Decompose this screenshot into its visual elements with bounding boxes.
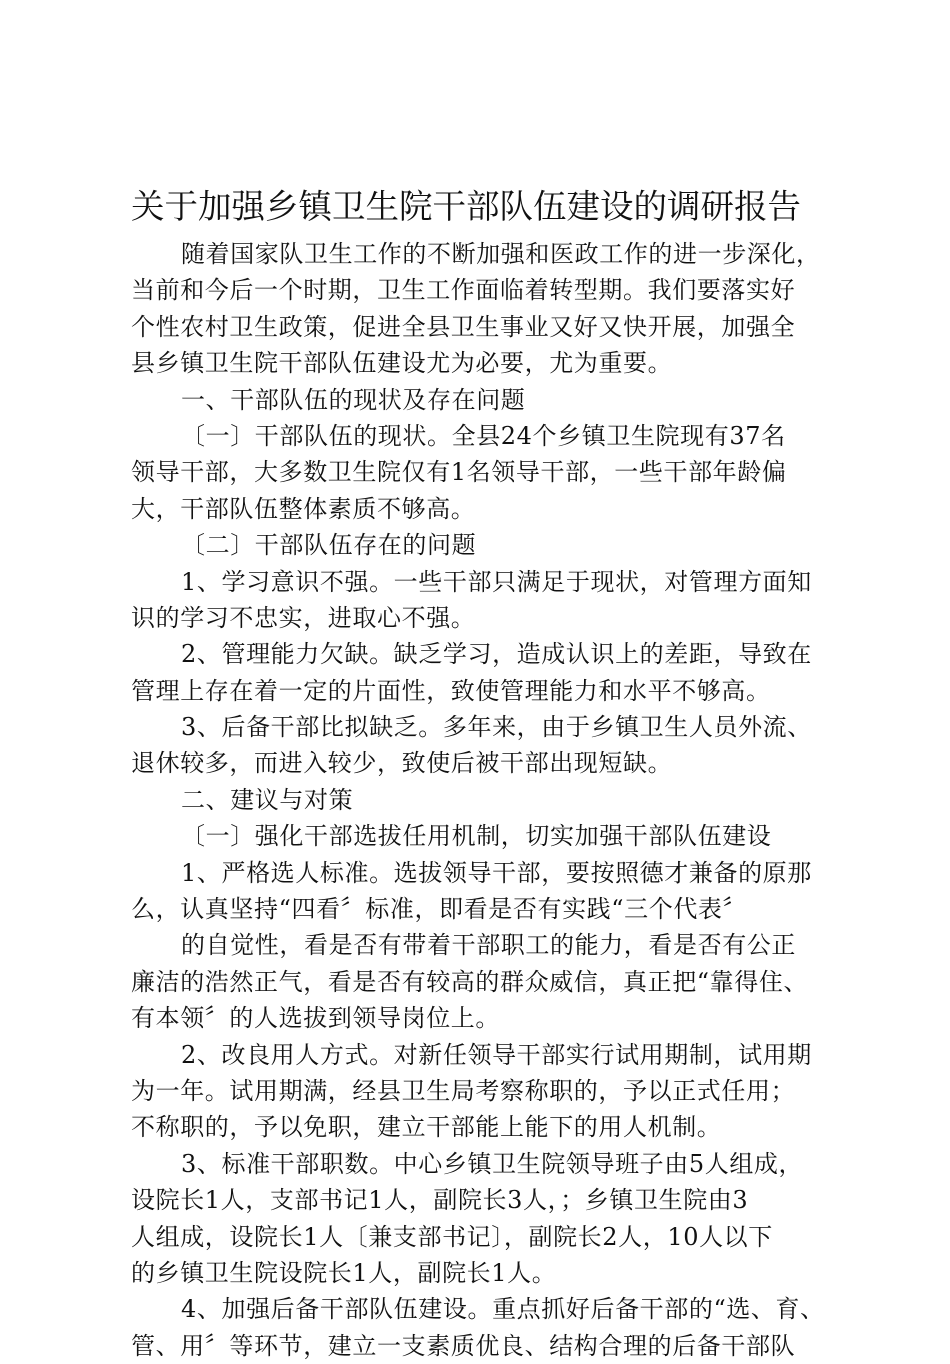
text-line: 〔二〕干部队伍存在的问题 [181,531,477,560]
text-line: 一、干部队伍的现状及存在问题 [181,385,526,414]
text-line: 退休较多，而进入较少，致使后被干部出现短缺。 [131,749,673,778]
text-line: 当前和今后一个时期，卫生工作面临着转型期。我们要落实好 [131,276,796,305]
text-line: 管、用〞等环节，建立一支素质优良、结构合理的后备干部队 [131,1331,796,1360]
text-line: 人组成，设院长1人〔兼支部书记〕，副院长2人，10人以下 [131,1222,773,1251]
text-line: 管理上存在着一定的片面性，致使管理能力和水平不够高。 [131,676,771,705]
text-line: 二、建议与对策 [181,785,354,814]
text-line: 的自觉性，看是否有带着干部职工的能力，看是否有公正 [181,931,796,960]
text-line: 〔一〕干部队伍的现状。全县24个乡镇卫生院现有37名 [181,421,786,450]
text-line: 2、管理能力欠缺。缺乏学习，造成认识上的差距，导致在 [181,640,812,669]
text-line: 3、后备干部比拟缺乏。多年来，由于乡镇卫生人员外流、 [181,713,812,742]
text-line: 县乡镇卫生院干部队伍建设尤为必要，尤为重要。 [131,349,673,378]
text-line: 廉洁的浩然正气，看是否有较高的群众威信，真正把“靠得住、 [131,967,809,996]
text-line: 领导干部，大多数卫生院仅有1名领导干部，一些干部年龄偏 [131,458,787,487]
text-line: 为一年。试用期满，经县卫生局考察称职的，予以正式任用； [131,1076,796,1105]
text-line: 〔一〕强化干部选拔任用机制，切实加强干部队伍建设 [181,822,772,851]
text-line: 1、严格选人标准。选拔领导干部，要按照德才兼备的原那 [181,858,812,887]
text-line: 不称职的，予以免职，建立干部能上能下的用人机制。 [131,1113,722,1142]
text-line: 4、加强后备干部队伍建设。重点抓好后备干部的“选、育、 [181,1295,825,1324]
text-line: 识的学习不忠实，进取心不强。 [131,603,476,632]
document-body [131,236,836,1364]
text-line: 1、学习意识不强。一些干部只满足于现状，对管理方面知 [181,567,812,596]
text-line: 3、标准干部职数。中心乡镇卫生院领导班子由5人组成， [181,1149,804,1178]
text-line: 随着国家队卫生工作的不断加强和医政工作的进一步深化， [181,240,821,268]
text-line: 的乡镇卫生院设院长1人，副院长1人。 [131,1258,557,1287]
text-line: 大，干部队伍整体素质不够高。 [131,494,476,523]
text-line: 设院长1人，支部书记1人，副院长3人，；乡镇卫生院由3 [131,1186,749,1215]
text-line: 2、改良用人方式。对新任领导干部实行试用期制，试用期 [181,1040,812,1069]
text-line: 个性农村卫生政策，促进全县卫生事业又好又快开展，加强全 [131,312,796,341]
document-title: 关于加强乡镇卫生院干部队伍建设的调研报告 [131,187,801,226]
text-line: 么，认真坚持“四看〞标准，即看是否有实践“三个代表〞 [131,895,748,924]
text-line: 有本领〞的人选拔到领导岗位上。 [131,1004,500,1033]
